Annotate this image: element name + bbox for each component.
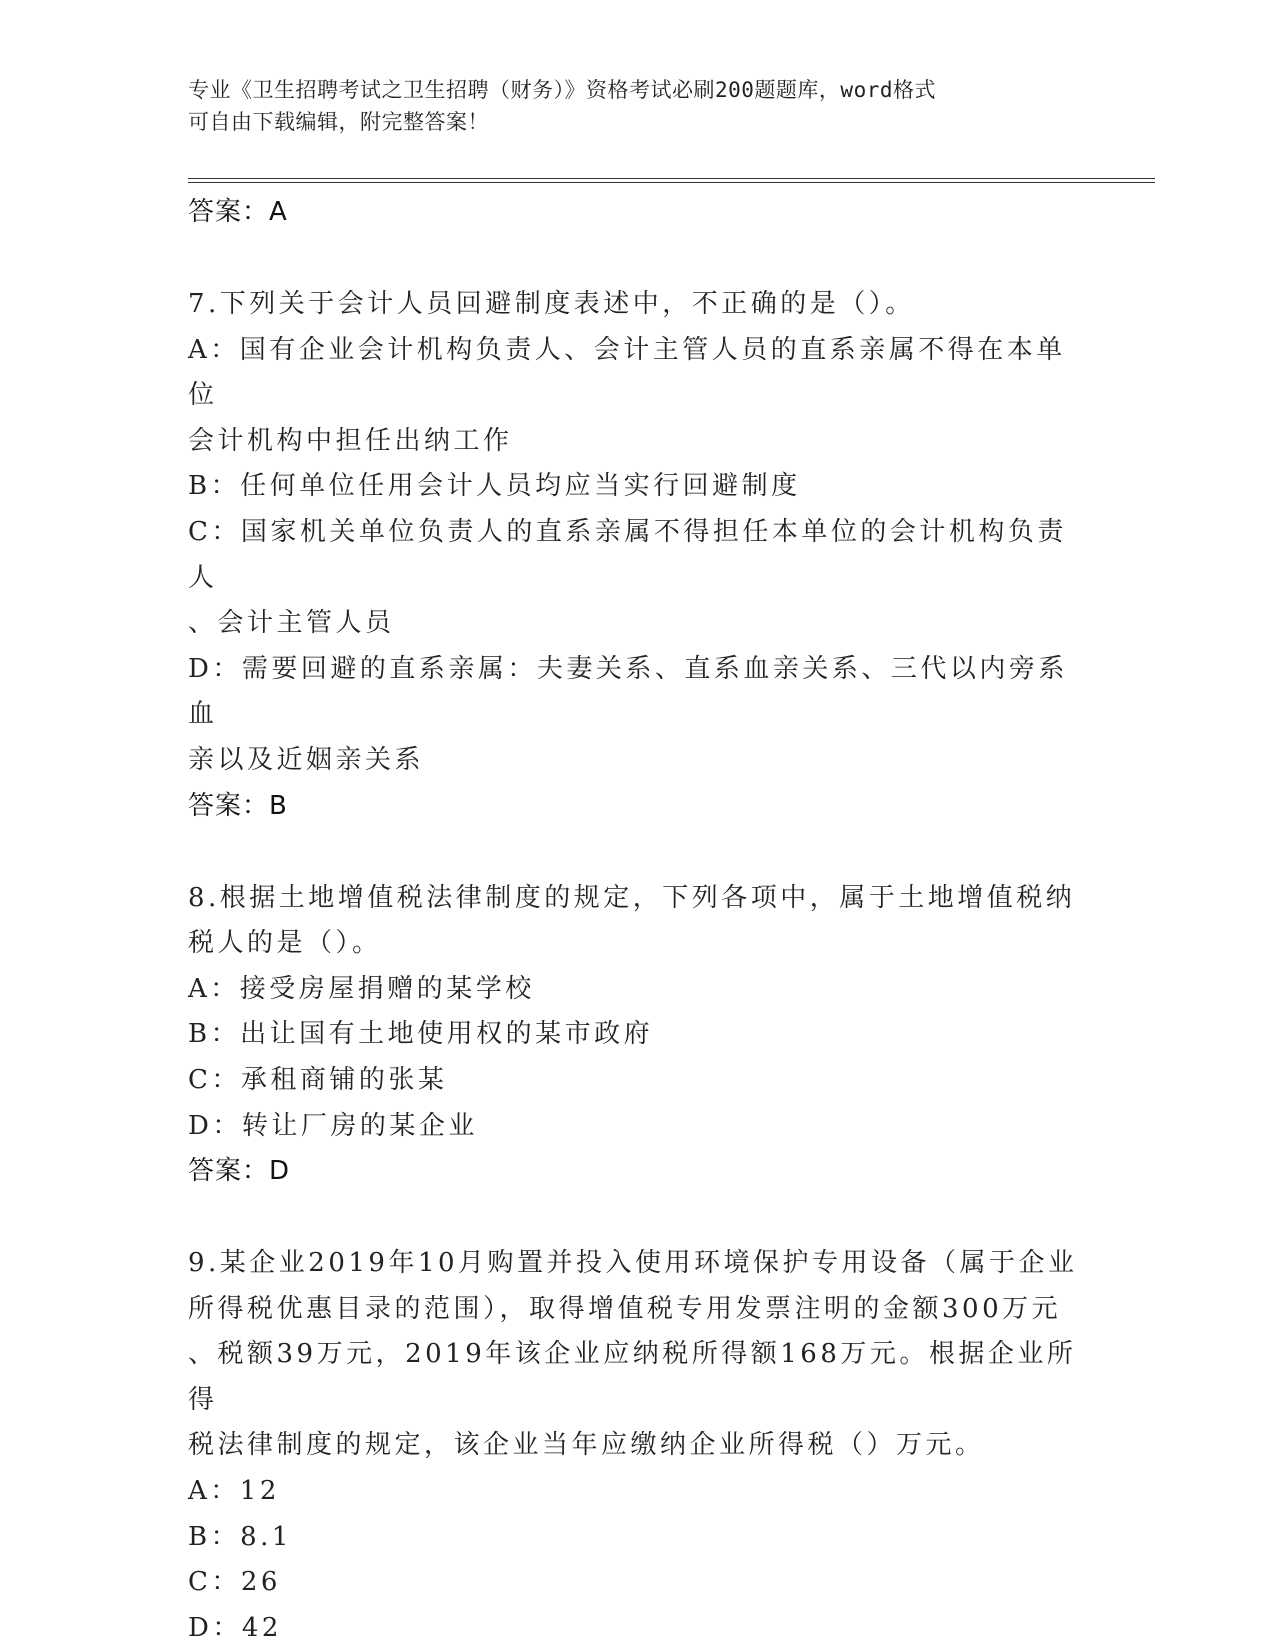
option-text: 、会计主管人员 (188, 608, 395, 639)
option-text: A：国有企业会计机构负责人、会计主管人员的直系亲属不得在本单位 (188, 334, 1066, 411)
section-gap (188, 1193, 1078, 1241)
question-block (188, 876, 1078, 1194)
option-a: A：12 (188, 1476, 280, 1507)
option-text: 亲以及近姻亲关系 (188, 744, 425, 775)
question-stem: 9.某企业2019年10月购置并投入使用环境保护专用设备（属于企业 (188, 1248, 1078, 1279)
header-divider (188, 178, 1155, 183)
option-a: A：接受房屋捐赠的某学校 (188, 973, 535, 1004)
answer-line: 答案：A (188, 197, 288, 227)
page-header (188, 74, 1068, 138)
section-gap (188, 234, 1078, 282)
option-a (188, 328, 1078, 465)
option-c: C：承租商铺的张某 (188, 1064, 448, 1095)
section-gap (188, 828, 1078, 876)
answer-line: 答案：B (188, 790, 288, 821)
option-text: 会计机构中担任出纳工作 (188, 425, 513, 456)
option-b (188, 464, 1078, 510)
option-b: B：出让国有土地使用权的某市政府 (188, 1019, 654, 1050)
option-d (188, 647, 1078, 784)
question-stem: 所得税优惠目录的范围），取得增值税专用发票注明的金额300万元 (188, 1293, 1062, 1324)
question-block (188, 1241, 1078, 1651)
question-block (188, 282, 1078, 828)
question-stem: 、税额39万元，2019年该企业应纳税所得额168万元。根据企业所得 (188, 1339, 1077, 1415)
header-line-2: 可自由下载编辑，附完整答案！ (188, 110, 489, 134)
document-body (188, 190, 1078, 1651)
question-stem: 7.下列关于会计人员回避制度表述中，不正确的是（）。 (188, 289, 915, 319)
option-c (188, 510, 1078, 647)
option-text: D：需要回避的直系亲属：夫妻关系、直系血亲关系、三代以内旁系血 (188, 653, 1068, 730)
option-text: B：任何单位任用会计人员均应当实行回避制度 (188, 471, 801, 502)
option-d: D：42 (188, 1612, 282, 1643)
header-line-1: 专业《卫生招聘考试之卫生招聘（财务）》资格考试必刷200题题库，word格式 (188, 78, 936, 102)
option-c: C：26 (188, 1567, 281, 1598)
answer-line: 答案：D (188, 1156, 291, 1187)
question-stem: 税人的是（）。 (188, 928, 382, 959)
option-text: C：国家机关单位负责人的直系亲属不得担任本单位的会计机构负责人 (188, 516, 1067, 593)
question-stem: 8.根据土地增值税法律制度的规定，下列各项中，属于土地增值税纳 (188, 882, 1076, 913)
question-stem: 税法律制度的规定，该企业当年应缴纳企业所得税（）万元。 (188, 1430, 985, 1461)
option-d: D：转让厂房的某企业 (188, 1110, 478, 1141)
option-b: B：8.1 (188, 1521, 292, 1552)
